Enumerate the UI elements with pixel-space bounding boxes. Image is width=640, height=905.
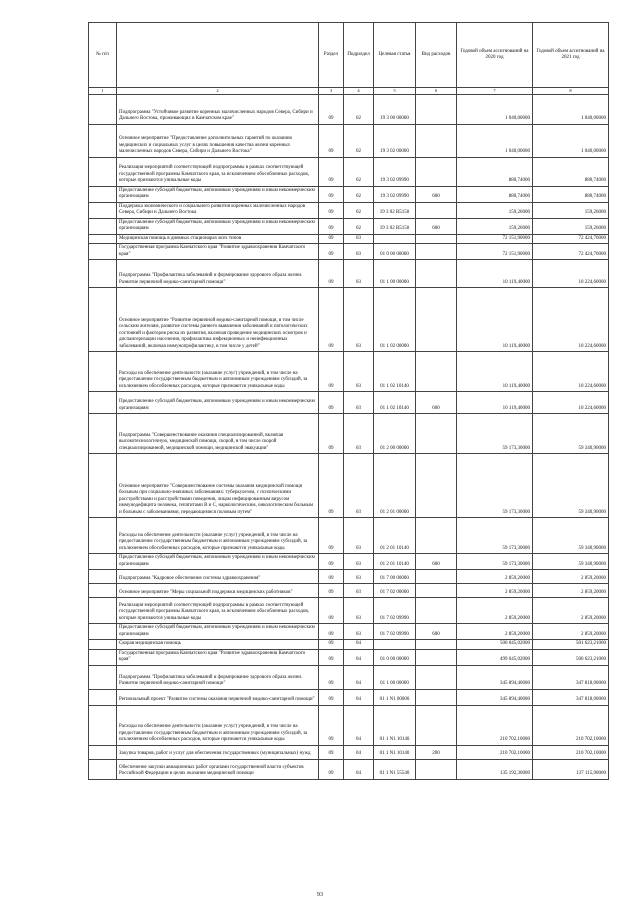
row-value-2021: 59 340,90000	[533, 454, 609, 518]
row-target	[374, 640, 416, 650]
column-number: 6	[416, 88, 457, 95]
row-podrazdel: 04	[344, 759, 374, 779]
row-value-2020: 10 119,40000	[457, 260, 533, 288]
row-razdel: 09	[319, 598, 344, 624]
row-value-2020: 59 173,30000	[457, 414, 533, 454]
row-number	[89, 157, 117, 186]
table-row	[89, 689, 609, 705]
row-name: Закупка товаров, работ и услуг для обеспечения государственных (муниципальных) нужд	[117, 745, 319, 759]
row-razdel: 09	[319, 759, 344, 779]
row-target: 01 1 N1 55540	[374, 759, 416, 779]
row-vr: 600	[416, 218, 457, 234]
table-row	[89, 759, 609, 779]
row-name: Государственная программа Камчатского края "Развитие здравоохранения Камчатского края"	[117, 649, 319, 665]
page-number: 93	[317, 892, 323, 898]
row-target: 19 3 02 09990	[374, 157, 416, 186]
row-number	[89, 124, 117, 157]
row-target: 19 3 02 09990	[374, 186, 416, 202]
row-podrazdel: 02	[344, 218, 374, 234]
header-num: № п/п	[89, 23, 117, 88]
header-2021: Годовой объем ассигнований на 2021 год	[533, 23, 609, 88]
row-name: Реализация мероприятий соответствующей подпрограммы в рамках соответствующей государственной программы Камчатского края, за исключением обособленных расходов, которые признаются уникальные коды	[117, 157, 319, 186]
row-number	[89, 665, 117, 689]
row-value-2021: 880,74000	[533, 186, 609, 202]
row-razdel: 09	[319, 244, 344, 260]
row-value-2020: 135 192,30000	[457, 759, 533, 779]
header-razdel: Раздел	[319, 23, 344, 88]
row-value-2020: 59 173,30000	[457, 518, 533, 554]
row-name: Государственная программа Камчатского края "Развитие здравоохранения Камчатского края"	[117, 244, 319, 260]
row-podrazdel: 03	[344, 454, 374, 518]
column-number: 5	[374, 88, 416, 95]
table-row	[89, 454, 609, 518]
row-value-2020: 10 119,40000	[457, 352, 533, 392]
row-name: Предоставление субсидий бюджетным, автономным учреждениям и иным некоммерческим организациям	[117, 392, 319, 414]
row-vr: 200	[416, 745, 457, 759]
row-name: Подпрограмма "Устойчивое развитие коренных малочисленных народов Севера, Сибири и Дальнего Востока, проживающих в Камчатском крае"	[117, 94, 319, 124]
row-value-2021: 137 115,90000	[533, 759, 609, 779]
row-value-2020: 72 151,90000	[457, 234, 533, 244]
row-value-2021: 72 424,70000	[533, 244, 609, 260]
row-vr	[416, 124, 457, 157]
row-podrazdel: 04	[344, 665, 374, 689]
row-podrazdel: 04	[344, 705, 374, 745]
row-value-2021: 500 623,21000	[533, 649, 609, 665]
row-target: 01 2 01 00000	[374, 454, 416, 518]
row-value-2021: 2 859,20000	[533, 624, 609, 640]
row-name: Основное мероприятие "Предоставление дополнительных гарантий по оказанию медицинских и социальных услуг в целях повышения качества жизни коренных малочисленных народов Севера, Сибири и Дальнего Востока"	[117, 124, 319, 157]
row-value-2021: 59 340,90000	[533, 414, 609, 454]
row-number	[89, 554, 117, 570]
row-name: Основное мероприятие "Меры социальной поддержки медицинских работников"	[117, 584, 319, 598]
row-name: Скорая медицинская помощь	[117, 640, 319, 650]
row-podrazdel: 02	[344, 202, 374, 218]
column-number-row	[89, 88, 609, 95]
row-name: Предоставление субсидий бюджетным, автономным учреждениям и иным некоммерческим организациям	[117, 186, 319, 202]
header-2020: Годовой объем ассигнований на 2020 год	[457, 23, 533, 88]
row-value-2020: 2 859,20000	[457, 624, 533, 640]
row-razdel: 09	[319, 157, 344, 186]
row-vr	[416, 244, 457, 260]
row-vr	[416, 665, 457, 689]
table-row	[89, 554, 609, 570]
row-podrazdel: 03	[344, 260, 374, 288]
row-value-2020: 499 045,02000	[457, 649, 533, 665]
row-number	[89, 649, 117, 665]
row-value-2021: 347 818,00000	[533, 665, 609, 689]
row-vr	[416, 414, 457, 454]
row-vr: 600	[416, 392, 457, 414]
row-vr	[416, 288, 457, 352]
row-vr: 600	[416, 186, 457, 202]
row-number	[89, 414, 117, 454]
row-razdel: 09	[319, 94, 344, 124]
row-podrazdel: 03	[344, 392, 374, 414]
row-value-2020: 59 173,30000	[457, 554, 533, 570]
row-vr	[416, 234, 457, 244]
row-number	[89, 454, 117, 518]
row-number	[89, 624, 117, 640]
row-value-2021: 159,26000	[533, 202, 609, 218]
row-name: Основное мероприятие "Совершенствование системы оказания медицинской помощи больным при социально-значимых заболеваниях: туберкулезом, с психическими расстройствами и расстройствами поведения, лицам инфицированным вирусом иммунодефицита человека, гепатитами B и C, наркологическим, онкологическим больным и больным с заболеваниями, передающимися половым путем"	[117, 454, 319, 518]
table-row	[89, 584, 609, 598]
row-vr	[416, 202, 457, 218]
table-row	[89, 640, 609, 650]
row-target: 19 3 02 00000	[374, 124, 416, 157]
row-value-2020: 500 045,02000	[457, 640, 533, 650]
table-row	[89, 94, 609, 124]
row-number	[89, 640, 117, 650]
row-value-2020: 2 859,20000	[457, 584, 533, 598]
row-value-2021: 2 859,20000	[533, 570, 609, 584]
row-value-2020: 880,74000	[457, 157, 533, 186]
row-vr	[416, 598, 457, 624]
row-number	[89, 598, 117, 624]
row-vr	[416, 157, 457, 186]
row-target: 01 7 02 09990	[374, 624, 416, 640]
row-vr	[416, 454, 457, 518]
row-target: 01 7 00 00000	[374, 570, 416, 584]
row-value-2021: 59 340,90000	[533, 518, 609, 554]
table-row	[89, 624, 609, 640]
table-row	[89, 352, 609, 392]
row-value-2020: 1 040,00000	[457, 124, 533, 157]
row-podrazdel: 03	[344, 352, 374, 392]
row-razdel: 09	[319, 454, 344, 518]
row-value-2021: 10 224,60000	[533, 288, 609, 352]
row-target: 01 1 02 00000	[374, 288, 416, 352]
row-number	[89, 288, 117, 352]
table-row	[89, 234, 609, 244]
row-number	[89, 759, 117, 779]
row-target: 01 2 00 00000	[374, 414, 416, 454]
row-razdel: 09	[319, 624, 344, 640]
row-podrazdel: 04	[344, 745, 374, 759]
row-razdel: 09	[319, 414, 344, 454]
row-value-2020: 2 859,20000	[457, 570, 533, 584]
header-name	[117, 23, 319, 88]
row-podrazdel: 03	[344, 414, 374, 454]
row-target: 19 3 02 R5150	[374, 218, 416, 234]
row-razdel: 09	[319, 288, 344, 352]
row-number	[89, 584, 117, 598]
row-target: 01 1 N1 00000	[374, 689, 416, 705]
row-razdel: 09	[319, 640, 344, 650]
row-name: Поддержка экономического и социального развития коренных малочисленных народов Севера, Сибири и Дальнего Востока	[117, 202, 319, 218]
column-number: 3	[319, 88, 344, 95]
table-row	[89, 665, 609, 689]
row-value-2020: 1 040,00000	[457, 94, 533, 124]
table-row	[89, 202, 609, 218]
row-value-2021: 1 040,00000	[533, 124, 609, 157]
row-value-2021: 347 818,00000	[533, 689, 609, 705]
table-row	[89, 244, 609, 260]
row-number	[89, 392, 117, 414]
row-value-2021: 2 859,20000	[533, 584, 609, 598]
row-target: 19 3 02 R5150	[374, 202, 416, 218]
row-name: Подпрограмма "Профилактика заболеваний и формирование здорового образа жизни. Развитие первичной медико-санитарной помощи"	[117, 665, 319, 689]
row-vr	[416, 518, 457, 554]
row-razdel: 09	[319, 665, 344, 689]
row-razdel: 09	[319, 745, 344, 759]
row-target	[374, 234, 416, 244]
row-name: Предоставление субсидий бюджетным, автономным учреждениям и иным некоммерческим организациям	[117, 624, 319, 640]
row-value-2020: 210 702,10000	[457, 745, 533, 759]
row-target: 01 7 02 00000	[374, 584, 416, 598]
row-name: Подпрограмма "Совершенствование оказания специализированной, включая высокотехнологичную, медицинской помощи, скорой, в том числе скорой специализированной, медицинской помощи, медицинской эвакуации"	[117, 414, 319, 454]
row-podrazdel: 03	[344, 518, 374, 554]
row-podrazdel: 03	[344, 234, 374, 244]
column-number: 7	[457, 88, 533, 95]
row-vr	[416, 570, 457, 584]
row-razdel: 09	[319, 352, 344, 392]
row-razdel: 09	[319, 584, 344, 598]
table-row	[89, 649, 609, 665]
row-number	[89, 260, 117, 288]
row-podrazdel: 02	[344, 186, 374, 202]
row-name: Подпрограмма "Кадровое обеспечение системы здравоохранения"	[117, 570, 319, 584]
row-value-2020: 210 702,10000	[457, 705, 533, 745]
table-row	[89, 705, 609, 745]
row-value-2020: 159,26000	[457, 218, 533, 234]
row-vr	[416, 649, 457, 665]
row-razdel: 09	[319, 554, 344, 570]
row-vr	[416, 689, 457, 705]
row-target: 01 7 02 09990	[374, 598, 416, 624]
table-row	[89, 745, 609, 759]
row-razdel: 09	[319, 689, 344, 705]
row-target: 01 1 00 00000	[374, 260, 416, 288]
table-row	[89, 414, 609, 454]
row-razdel: 09	[319, 218, 344, 234]
row-razdel: 09	[319, 649, 344, 665]
row-razdel: 09	[319, 705, 344, 745]
row-target: 01 1 02 10140	[374, 392, 416, 414]
row-podrazdel: 04	[344, 640, 374, 650]
row-number	[89, 244, 117, 260]
row-value-2021: 10 224,60000	[533, 392, 609, 414]
row-value-2020: 2 859,20000	[457, 598, 533, 624]
row-podrazdel: 03	[344, 584, 374, 598]
header-vr: Вид расходов	[416, 23, 457, 88]
row-vr	[416, 584, 457, 598]
row-value-2021: 501 623,21000	[533, 640, 609, 650]
row-target: 01 1 N1 10140	[374, 705, 416, 745]
row-number	[89, 689, 117, 705]
table-row	[89, 218, 609, 234]
row-target: 01 0 00 00000	[374, 649, 416, 665]
table-row	[89, 570, 609, 584]
row-value-2021: 2 859,20000	[533, 598, 609, 624]
row-podrazdel: 03	[344, 288, 374, 352]
row-target: 01 1 N1 10140	[374, 745, 416, 759]
row-name: Реализация мероприятий соответствующей подпрограммы в рамках соответствующей государственной программы Камчатского края, за исключением обособленных расходов, которые признаются уникальные коды	[117, 598, 319, 624]
row-name: Предоставление субсидий бюджетным, автономным учреждениям и иным некоммерческим организациям	[117, 554, 319, 570]
budget-table	[88, 22, 609, 780]
row-podrazdel: 02	[344, 124, 374, 157]
table-row	[89, 598, 609, 624]
row-vr	[416, 705, 457, 745]
row-name: Расходы на обеспечение деятельности (оказание услуг) учреждений, в том числе на предоставление государственным бюджетным и автономным учреждениям субсидий, за исключением обособленных расходов, которые признаются уникальные коды	[117, 518, 319, 554]
table-row	[89, 392, 609, 414]
column-number: 1	[89, 88, 117, 95]
table-header-row	[89, 23, 609, 88]
row-value-2020: 10 119,40000	[457, 288, 533, 352]
row-number	[89, 94, 117, 124]
row-number	[89, 234, 117, 244]
row-value-2021: 72 424,70000	[533, 234, 609, 244]
row-value-2020: 10 119,40000	[457, 392, 533, 414]
table-row	[89, 260, 609, 288]
row-vr: 600	[416, 624, 457, 640]
row-number	[89, 202, 117, 218]
table-row	[89, 186, 609, 202]
row-value-2021: 59 340,90000	[533, 554, 609, 570]
row-razdel: 09	[319, 234, 344, 244]
row-target: 19 3 00 00000	[374, 94, 416, 124]
row-name: Предоставление субсидий бюджетным, автономным учреждениям и иным некоммерческим организациям	[117, 218, 319, 234]
row-target: 01 1 02 10140	[374, 352, 416, 392]
row-name: Медицинская помощь в дневных стационарах всех типов	[117, 234, 319, 244]
row-razdel: 09	[319, 392, 344, 414]
row-vr: 600	[416, 554, 457, 570]
row-podrazdel: 02	[344, 157, 374, 186]
row-vr	[416, 260, 457, 288]
row-value-2020: 345 894,40000	[457, 689, 533, 705]
row-razdel: 09	[319, 186, 344, 202]
row-value-2021: 880,74000	[533, 157, 609, 186]
row-value-2020: 59 173,30000	[457, 454, 533, 518]
row-value-2020: 345 894,40000	[457, 665, 533, 689]
row-podrazdel: 04	[344, 689, 374, 705]
row-number	[89, 186, 117, 202]
row-name: Основное мероприятие "Развитие первичной медико-санитарной помощи, в том числе сельским жителям, развитие системы раннего выявления заболеваний и патологических состояний и факторов риска их развития, включая проведение медицинских осмотров и диспансеризации населения, профилактика инфекционных и неинфекционных заболеваний, включая иммунопрофилактику, в том числе у детей"	[117, 288, 319, 352]
row-vr	[416, 640, 457, 650]
row-vr	[416, 759, 457, 779]
row-value-2021: 10 224,60000	[533, 260, 609, 288]
row-razdel: 09	[319, 518, 344, 554]
table-row	[89, 518, 609, 554]
row-target: 01 2 01 10140	[374, 518, 416, 554]
row-razdel: 09	[319, 570, 344, 584]
table-row	[89, 157, 609, 186]
row-number	[89, 570, 117, 584]
row-value-2020: 880,74000	[457, 186, 533, 202]
row-target: 01 0 00 00000	[374, 244, 416, 260]
row-name: Расходы на обеспечение деятельности (оказание услуг) учреждений, в том числе на предоставление государственным бюджетным и автономным учреждениям субсидий, за исключением обособленных расходов, которые признаются уникальные коды	[117, 705, 319, 745]
row-target: 01 2 01 10140	[374, 554, 416, 570]
row-podrazdel: 03	[344, 624, 374, 640]
row-number	[89, 705, 117, 745]
row-number	[89, 218, 117, 234]
row-number	[89, 518, 117, 554]
row-podrazdel: 02	[344, 94, 374, 124]
row-razdel: 09	[319, 260, 344, 288]
row-number	[89, 352, 117, 392]
header-podrazdel: Подраздел	[344, 23, 374, 88]
row-podrazdel: 03	[344, 554, 374, 570]
document-page	[88, 22, 608, 780]
row-podrazdel: 03	[344, 570, 374, 584]
row-value-2020: 72 151,90000	[457, 244, 533, 260]
row-value-2021: 210 702,10000	[533, 705, 609, 745]
row-podrazdel: 03	[344, 244, 374, 260]
header-target: Целевая статья	[374, 23, 416, 88]
row-value-2021: 1 040,00000	[533, 94, 609, 124]
row-podrazdel: 04	[344, 649, 374, 665]
row-value-2021: 10 224,60000	[533, 352, 609, 392]
row-value-2021: 210 702,10000	[533, 745, 609, 759]
row-value-2020: 159,26000	[457, 202, 533, 218]
row-name: Расходы на обеспечение деятельности (оказание услуг) учреждений, в том числе на предоставление государственным бюджетным и автономным учреждениям субсидий, за исключением обособленных расходов, которые признаются уникальные коды	[117, 352, 319, 392]
column-number: 8	[533, 88, 609, 95]
row-name: Подпрограмма "Профилактика заболеваний и формирование здорового образа жизни. Развитие первичной медико-санитарной помощи"	[117, 260, 319, 288]
row-razdel: 09	[319, 124, 344, 157]
row-target: 01 1 00 00000	[374, 665, 416, 689]
row-name: Региональный проект "Развитие системы оказания первичной медико-санитарной помощи"	[117, 689, 319, 705]
row-razdel: 09	[319, 202, 344, 218]
table-row	[89, 124, 609, 157]
row-value-2021: 159,26000	[533, 218, 609, 234]
column-number: 4	[344, 88, 374, 95]
row-vr	[416, 94, 457, 124]
row-vr	[416, 352, 457, 392]
row-number	[89, 745, 117, 759]
row-podrazdel: 03	[344, 598, 374, 624]
column-number: 2	[117, 88, 319, 95]
row-name: Обеспечение закупки авиационных работ органами государственной власти субъектов Российской Федерации в целях оказания медицинской помощи	[117, 759, 319, 779]
table-row	[89, 288, 609, 352]
